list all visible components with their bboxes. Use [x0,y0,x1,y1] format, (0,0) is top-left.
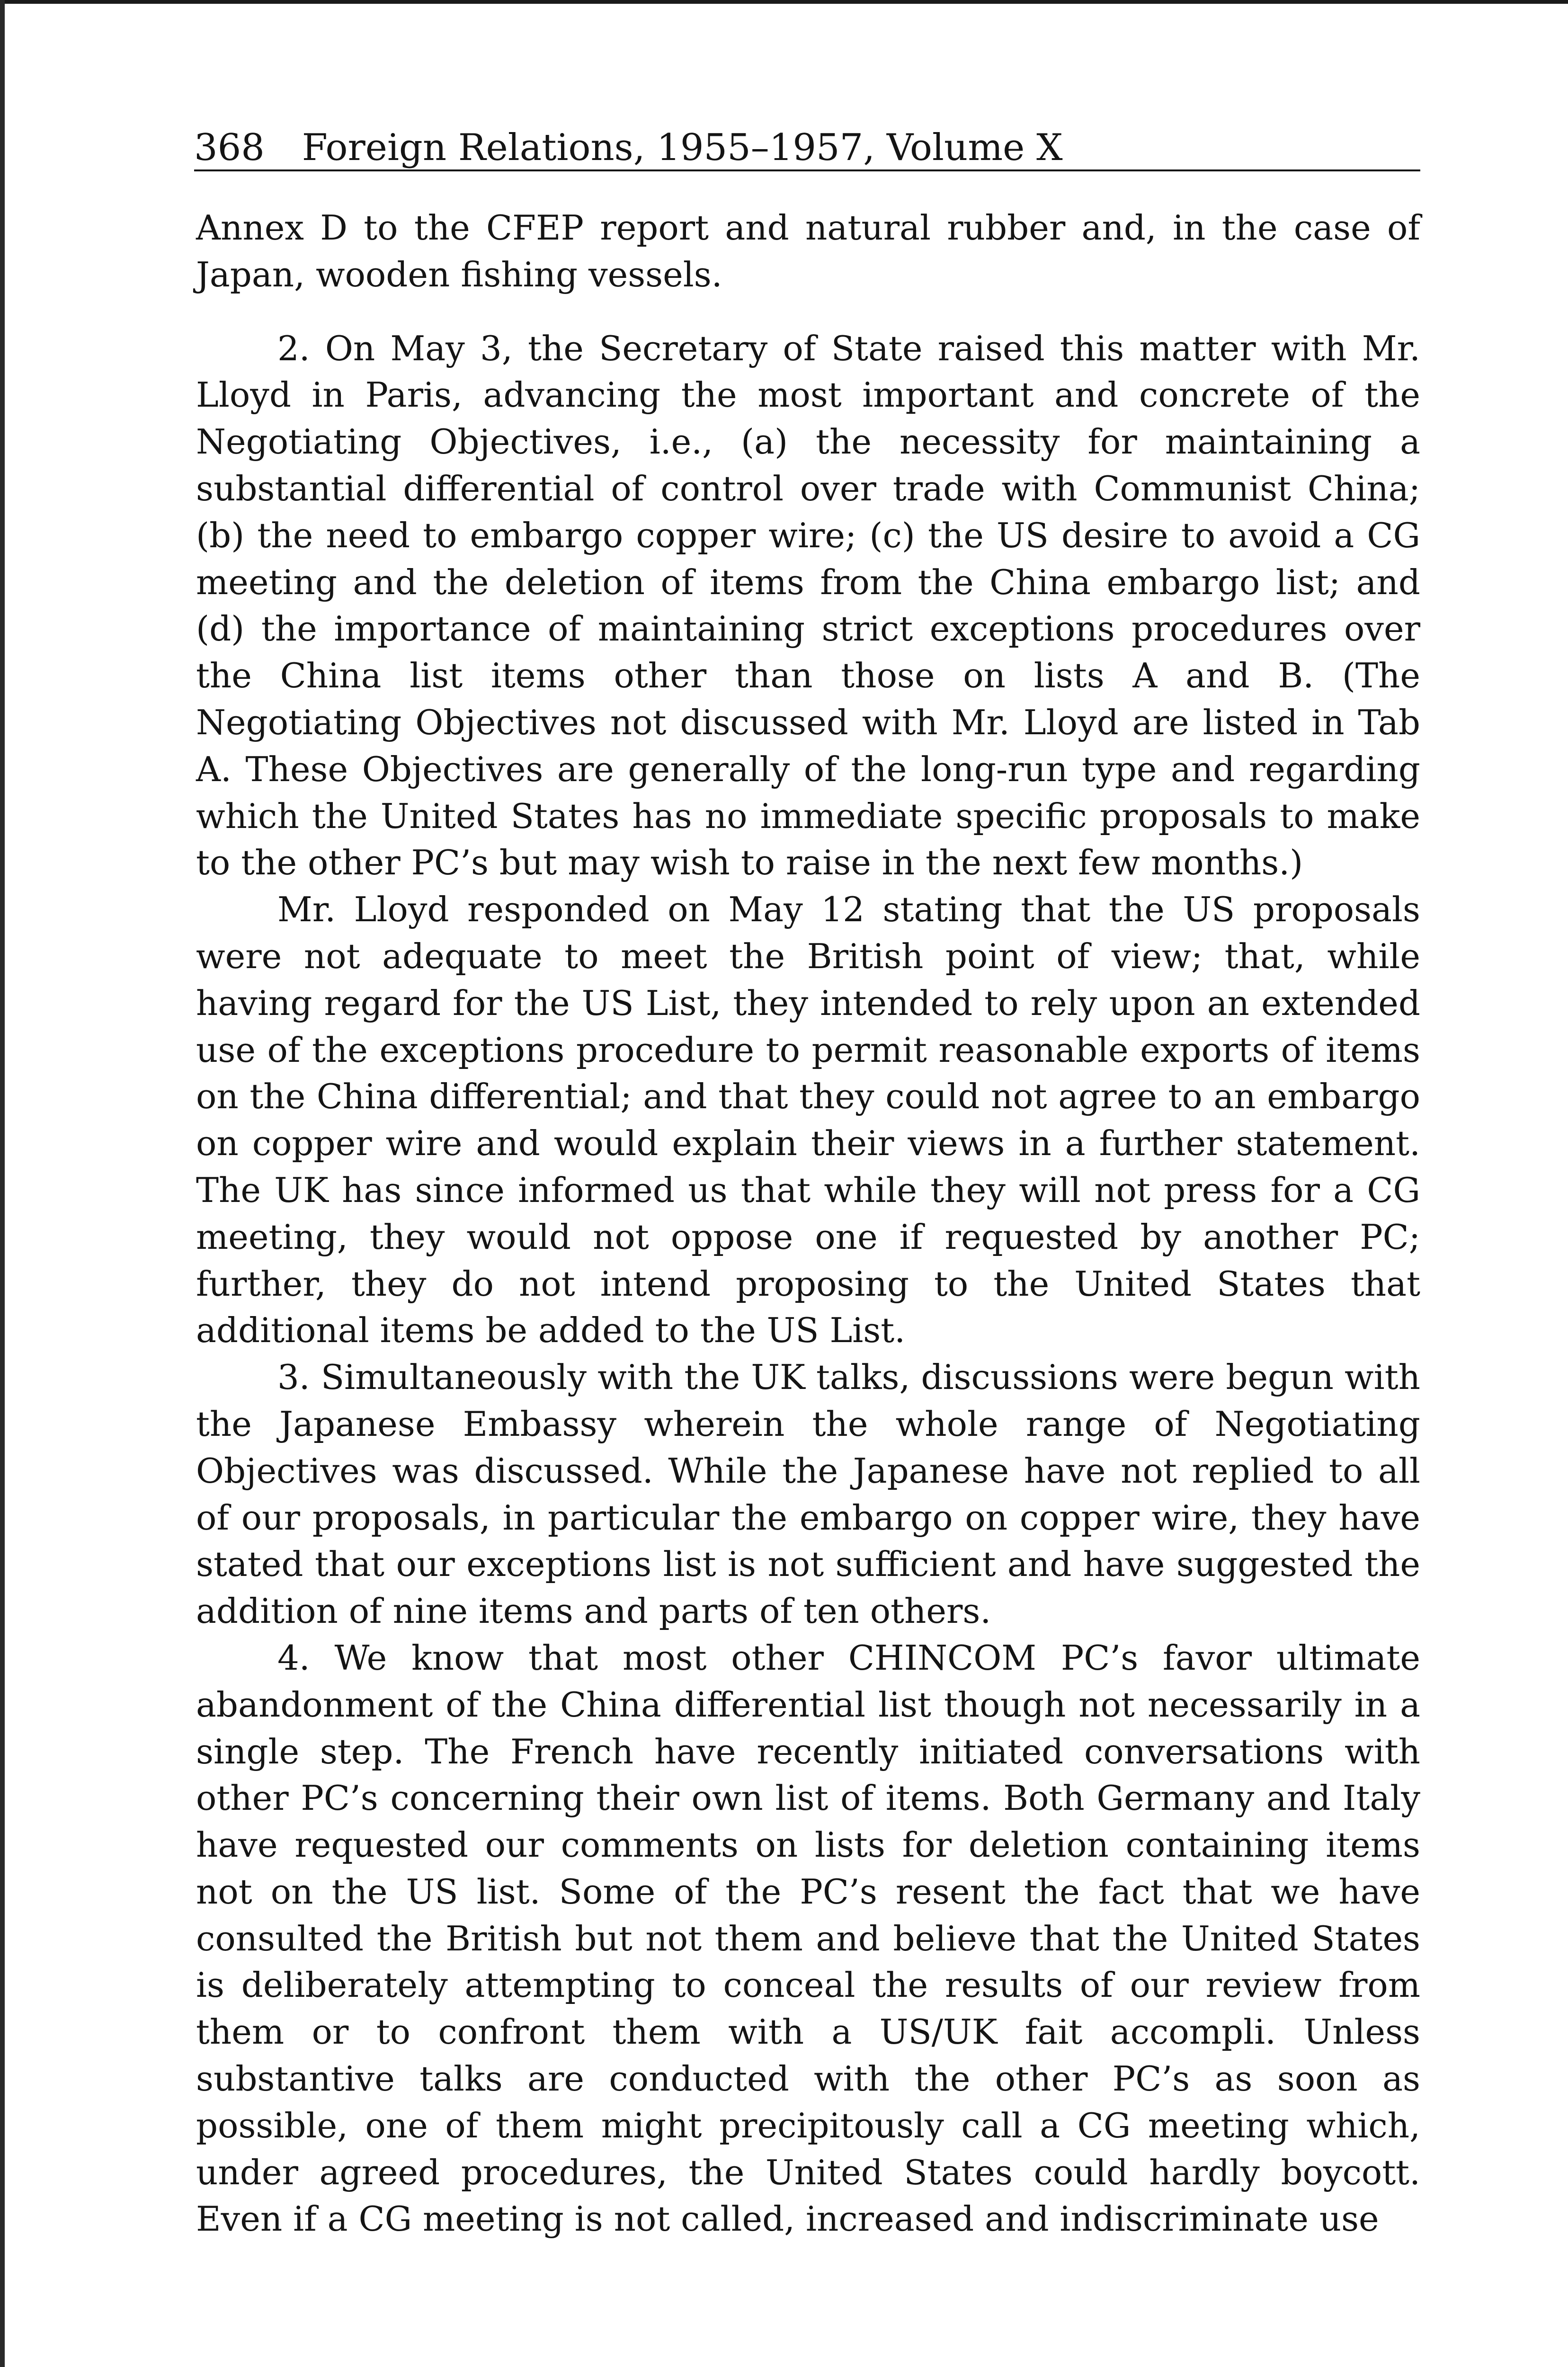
scan-edge-left [0,0,5,2367]
scan-edge-top [0,0,1568,4]
paragraph-3: 3. Simultaneously with the UK talks, discussions were begun with the Japanese Embassy wherein the whole range of Negotiating Objectives was discussed. While the Japanese have not replied to all of our proposals, in particular the embargo on copper wire, they have stated that our exceptions list is not sufficient and have suggested the addition of nine items and parts of ten others. [196,1357,1420,1631]
page-number: 368 [194,126,265,169]
paragraph-annex-d: Annex D to the CFEP report and natural rubber and, in the case of Japan, wooden fishing vessels. [196,208,1420,294]
paragraph-2: 2. On May 3, the Secretary of State raised this matter with Mr. Lloyd in Paris, advancing the most important and concrete of the Negotiating Objectives, i.e., (a) the necessity for maintaining a substantial differential of control over trade with Communist China; (b) the need to embargo copper wire; (c) the US desire to avoid a CG meeting and the deletion of items from the China embargo list; and (d) the importance of maintaining strict exceptions procedures over the China list items other than those on lists A and B. (The Negotiating Objectives not discussed with Mr. Lloyd are listed in Tab A. These Objectives are generally of the long-run type and regarding which the United States has no immediate specific proposals to make to the other PC’s but may wish to raise in the next few months.) [196,328,1420,883]
paragraph-lloyd-response: Mr. Lloyd responded on May 12 stating that the US proposals were not adequate to meet the British point of view; that, while having regard for the US List, they intended to rely upon an extended use of the exceptions procedure to permit reasonable exports of items on the China differential; and that they could not agree to an embargo on copper wire and would explain their views in a further statement. The UK has since informed us that while they will not press for a CG meeting, they would not oppose one if requested by another PC; further, they do not intend proposing to the United States that additional items be added to the US List. [196,890,1420,1351]
paragraph-4: 4. We know that most other CHINCOM PC’s favor ultimate abandonment of the China differential list though not necessarily in a single step. The French have recently initiated conversations with other PC’s concerning their own list of items. Both Germany and Italy have requested our comments on lists for deletion containing items not on the US list. Some of the PC’s resent the fact that we have consulted the British but not them and believe that the United States is deliberately attempting to conceal the results of our review from them or to confront them with a US/UK fait accompli. Unless substantive talks are conducted with the other PC’s as soon as possible, one of them might precipitously call a CG meeting which, under agreed procedures, the United States could hardly boycott. Even if a CG meeting is not called, increased and indiscriminate use [196,1637,1420,2239]
running-head [194,124,1420,171]
body-text [196,205,1420,2242]
running-title: Foreign Relations, 1955–1957, Volume X [302,126,1063,169]
